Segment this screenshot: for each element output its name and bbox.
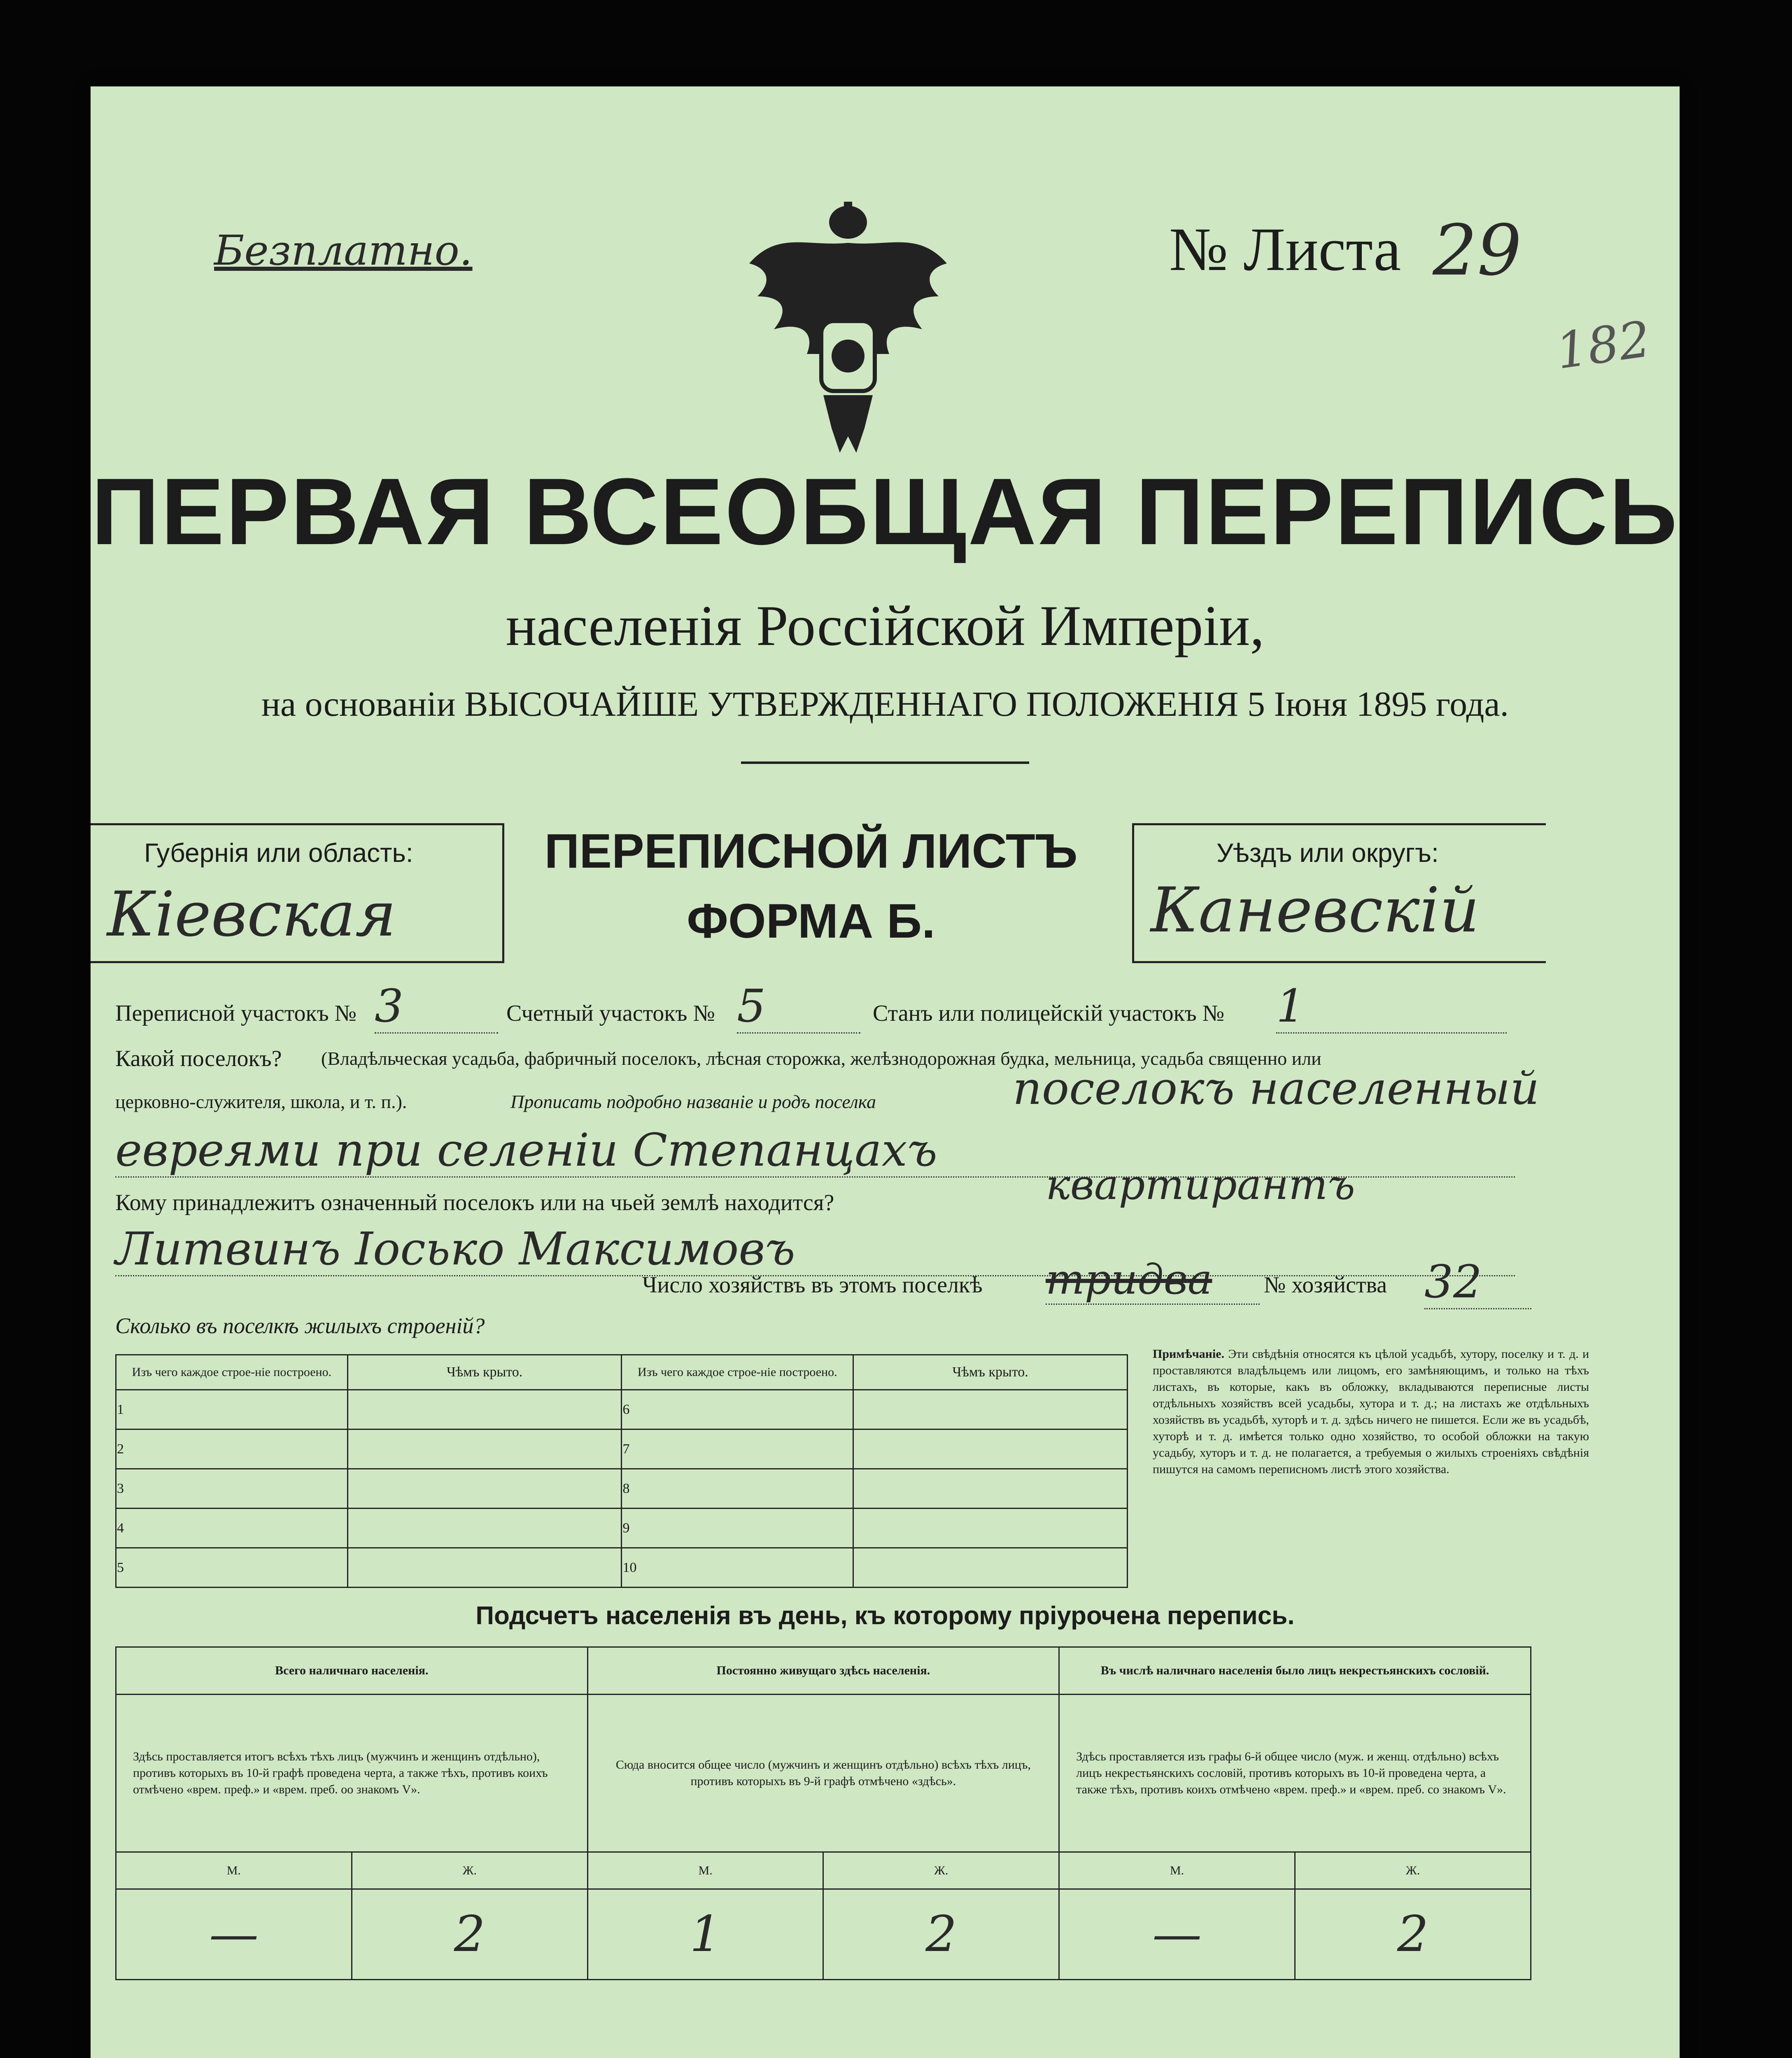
form-name: ПЕРЕПИСНОЙ ЛИСТЪ [544,824,1078,878]
col-material-left: Изъ чего каждое строе-ніе построено. [116,1355,348,1390]
kakoy-poselok-value1: поселокъ населенный [1013,1062,1540,1115]
double-headed-eagle-icon [733,198,963,461]
table-row: 5 10 [116,1548,1128,1588]
table-row: 2 7 [116,1429,1128,1469]
sheet-number-value: 29 [1433,210,1522,291]
table-row: 3 8 [116,1469,1128,1509]
komu-label: Кому принадлежитъ означенный поселокъ или на чьей землѣ находится? [115,1190,834,1215]
col-roof-left: Чѣмъ крыто. [347,1355,622,1390]
komu-value2: Литвинъ Іосько Максимовъ [115,1222,1515,1276]
gubernia-label: Губернія или область: [144,838,413,868]
resident-m: 1 [587,1889,823,1980]
main-title: ПЕРВАЯ ВСЕОБЩАЯ ПЕРЕПИСЬ [91,459,1679,564]
note-block [1153,1346,1589,1478]
gubernia-value: Кіевская [107,879,396,950]
buildings-table [115,1354,1128,1588]
resident-zh: 2 [823,1889,1059,1980]
nonpeasant-m: — [1059,1889,1295,1980]
count-col-total: Всего наличнаго населенія. [116,1647,588,1695]
chislo-value: тридва [1046,1255,1260,1305]
uezd-value: Каневскій [1151,875,1480,946]
kakoy-poselok-hint3: Прописать подробно названіе и родъ поселка [510,1091,876,1112]
count-title: Подсчетъ населенія въ день, къ которому пріурочена перепись. [475,1602,1295,1630]
schetny-uchastok-value: 5 [737,980,860,1034]
population-count-table: Всего наличнаго населенія. Постоянно живущаго здѣсь населенія. Въ числѣ наличнаго населенія было лицъ некрестьянскихъ сословій. Здѣсь проставляется итогъ всѣхъ тѣхъ лицъ (мужчинъ и женщинъ отдѣльно), противъ которыхъ въ 10-й графѣ проведена черта, а также тѣхъ, противъ коихъ отмѣчено «врем. преф.» и «врем. преб. оо знакомъ V». Сюда вносится общее число (мужчинъ и женщинъ отдѣльно) всѣхъ тѣхъ лицъ, противъ которыхъ въ 9-й графѣ отмѣчено «здѣсь». Здѣсь проставляется изъ графы 6-й общее число (муж. и женщ. отдѣльно) всѣхъ лицъ некрестьянскихъ сословій, противъ которыхъ въ 10-й проведена черта, а также тѣхъ, противъ коихъ отмѣчено «врем. преф.» и «врем. преб. со знакомъ V». М. Ж. М. Ж. М. Ж. — 2 1 2 — 2 [115,1646,1531,1980]
schetny-uchastok-label: Счетный участокъ № [506,1001,715,1026]
col-material-right: Изъ чего каждое строе-ніе построено. [622,1355,853,1390]
kakoy-poselok-hint2: церковно-служителя, школа, и т. п.). [115,1091,407,1112]
komu-value1: квартирантъ [1046,1161,1355,1209]
hoz-no-value: 32 [1424,1255,1531,1309]
kakoy-poselok-value2: евреями при селеніи Степанцахъ [115,1124,1515,1178]
kakoy-poselok-label: Какой поселокъ? [115,1046,282,1071]
free-label: Безплатно. [214,226,473,275]
stan-label: Станъ или полицейскій участокъ № [873,1001,1225,1026]
divider [741,761,1029,764]
corner-number: 182 [1552,310,1654,381]
sheet-number-label: № Листа [1169,215,1401,284]
total-zh: 2 [352,1889,587,1980]
basis-line: на основаніи ВЫСОЧАЙШЕ УТВЕРЖДЕННАГО ПОЛОЖЕНІЯ 5 Іюня 1895 года. [261,684,1509,724]
chislo-label: Число хозяйствъ въ этомъ поселкѣ [642,1272,983,1298]
count-desc-total: Здѣсь проставляется итогъ всѣхъ тѣхъ лицъ (мужчинъ и женщинъ отдѣльно), противъ которыхъ въ 10-й графѣ проведена черта, а также тѣхъ, противъ коихъ отмѣчено «врем. преф.» и «врем. преб. оо знакомъ V». [116,1695,588,1852]
census-sheet [91,86,1680,2058]
uezd-label: Уѣздъ или округъ: [1216,838,1439,868]
note-title: Примѣчаніе. [1153,1347,1225,1361]
gubernia-box [91,823,504,963]
sub-title: населенія Россійской Имперіи, [506,594,1265,658]
count-desc-resident: Сюда вносится общее число (мужчинъ и женщинъ отдѣльно) всѣхъ тѣхъ лицъ, противъ которыхъ въ 9-й графѣ отмѣчено «здѣсь». [587,1695,1059,1852]
count-desc-nonpeasant: Здѣсь проставляется изъ графы 6-й общее число (муж. и женщ. отдѣльно) всѣхъ лицъ некрестьянскихъ сословій, противъ которыхъ въ 10-й проведена черта, а также тѣхъ, противъ коихъ отмѣчено «врем. преф.» и «врем. преб. со знакомъ V». [1059,1695,1531,1852]
hoz-no-label: № хозяйства [1264,1272,1387,1298]
perepis-uchastok-value: 3 [375,980,498,1034]
col-roof-right: Чѣмъ крыто. [853,1355,1128,1390]
count-col-resident: Постоянно живущаго здѣсь населенія. [587,1647,1059,1695]
table-row: 4 9 [116,1509,1128,1548]
total-m: — [116,1889,352,1980]
count-col-nonpeasant: Въ числѣ наличнаго населенія было лицъ некрестьянскихъ сословій. [1059,1647,1531,1695]
kakoy-poselok-hint: (Владѣльческая усадьба, фабричный поселокъ, лѣсная сторожка, желѣзнодорожная будка, мельница, усадьба священно или [321,1048,1321,1069]
stan-value: 1 [1276,980,1507,1034]
table-row: 1 6 [116,1390,1128,1429]
note-text: Эти свѣдѣнія относятся къ цѣлой усадьбѣ, хутору, поселку и т. д. и проставляются владѣльцемъ или лицомъ, его замѣняющимъ, и только на тѣхъ листахъ, въ которые, какъ въ обложку, вкладываются переписные листы отдѣльныхъ хозяйствъ всей усадьбы, хутора и т. д.; на листахъ же отдѣльныхъ хозяйствъ въ усадьбѣ, хуторѣ и т. д. здѣсь ничего не пишется. Если же въ усадьбѣ, хуторѣ и т. д. имѣется только одно хозяйство, то особой обложки на такую усадьбу, хуторъ и т. д. не полагается, а требуемыя о жилыхъ строеніяхъ свѣдѣнія пишутся на самомъ переписномъ листѣ этого хозяйства. [1153,1347,1589,1476]
nonpeasant-zh: 2 [1295,1889,1531,1980]
perepis-uchastok-label: Переписной участокъ № [115,1001,357,1026]
skolko-label: Сколько въ поселкѣ жилыхъ строеній? [115,1313,485,1338]
uezd-box [1132,823,1546,963]
form-label: ФОРМА Б. [687,894,935,948]
